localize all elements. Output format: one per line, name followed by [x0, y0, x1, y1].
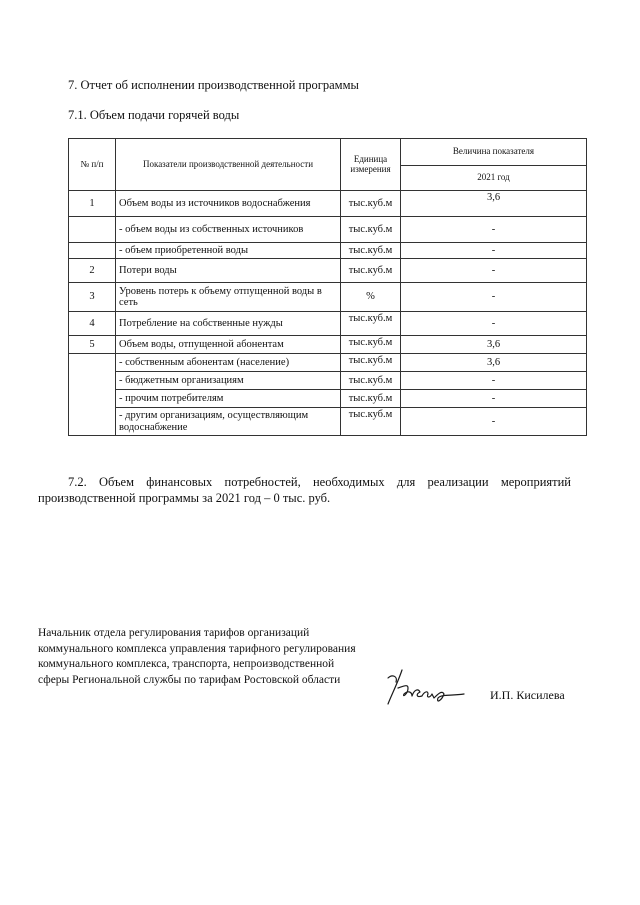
section-title: 7. Отчет об исполнении производственной программы [68, 78, 359, 92]
row-num [69, 354, 116, 436]
header-value: Величина показателя [401, 139, 587, 166]
subsection-title: 7.1. Объем подачи горячей воды [68, 108, 240, 122]
row-unit: % [341, 283, 401, 312]
row-indicator: - бюджетным организациям [116, 372, 341, 390]
row-indicator: Объем воды из источников водоснабжения [116, 191, 341, 217]
row-value: - [401, 372, 587, 390]
row-indicator: - объем воды из собственных источников [116, 217, 341, 243]
row-num: 1 [69, 191, 116, 217]
header-unit: Единица измерения [341, 139, 401, 191]
row-unit: тыс.куб.м [341, 408, 401, 436]
row-num [69, 243, 116, 259]
table-row [69, 408, 587, 436]
row-indicator: - объем приобретенной воды [116, 243, 341, 259]
signatory-position: Начальник отдела регулирования тарифов организаций коммунального комплекса управления тарифного регулирования коммунального комплекса, транспорта, непроизводственной сферы Региональной службы по тарифам Ростовской области [38, 627, 356, 686]
row-unit: тыс.куб.м [341, 372, 401, 390]
row-value: 3,6 [401, 191, 587, 217]
signatory-name: И.П. Кисилева [490, 688, 565, 702]
row-unit: тыс.куб.м [341, 191, 401, 217]
row-value: - [401, 259, 587, 283]
table-row [69, 191, 587, 217]
table-row [69, 372, 587, 390]
row-unit: тыс.куб.м [341, 259, 401, 283]
row-unit: тыс.куб.м [341, 217, 401, 243]
financial-needs-paragraph: 7.2. Объем финансовых потребностей, необходимых для реализации мероприятий производственной программы за 2021 год – 0 тыс. руб. [38, 475, 571, 505]
row-value: - [401, 312, 587, 336]
row-num [69, 217, 116, 243]
row-value: 3,6 [401, 354, 587, 372]
table-row [69, 217, 587, 243]
table-row [69, 259, 587, 283]
row-value: - [401, 390, 587, 408]
row-unit: тыс.куб.м [341, 336, 401, 354]
row-unit: тыс.куб.м [341, 390, 401, 408]
row-value: 3,6 [401, 336, 587, 354]
row-indicator: Уровень потерь к объему отпущенной воды в сеть [116, 283, 341, 312]
row-indicator: - собственным абонентам (население) [116, 354, 341, 372]
production-table [68, 138, 587, 436]
row-num: 2 [69, 259, 116, 283]
header-year: 2021 год [401, 166, 587, 191]
row-num: 4 [69, 312, 116, 336]
row-value: - [401, 217, 587, 243]
row-value: - [401, 243, 587, 259]
table-row [69, 283, 587, 312]
row-unit: тыс.куб.м [341, 243, 401, 259]
row-indicator: Объем воды, отпущенной абонентам [116, 336, 341, 354]
row-value: - [401, 283, 587, 312]
row-unit: тыс.куб.м [341, 312, 401, 336]
row-indicator: Потребление на собственные нужды [116, 312, 341, 336]
row-indicator: Потери воды [116, 259, 341, 283]
table-row [69, 390, 587, 408]
row-indicator: - прочим потребителям [116, 390, 341, 408]
row-value: - [401, 408, 587, 436]
row-unit: тыс.куб.м [341, 354, 401, 372]
row-num: 5 [69, 336, 116, 354]
table-row [69, 243, 587, 259]
header-num: № п/п [69, 139, 116, 191]
table-row [69, 354, 587, 372]
row-num: 3 [69, 283, 116, 312]
table-row [69, 312, 587, 336]
signature-mark [378, 664, 470, 710]
row-indicator: - другим организациям, осуществляющим водоснабжение [116, 408, 341, 436]
header-indicator: Показатели производственной деятельности [116, 139, 341, 191]
table-row [69, 336, 587, 354]
